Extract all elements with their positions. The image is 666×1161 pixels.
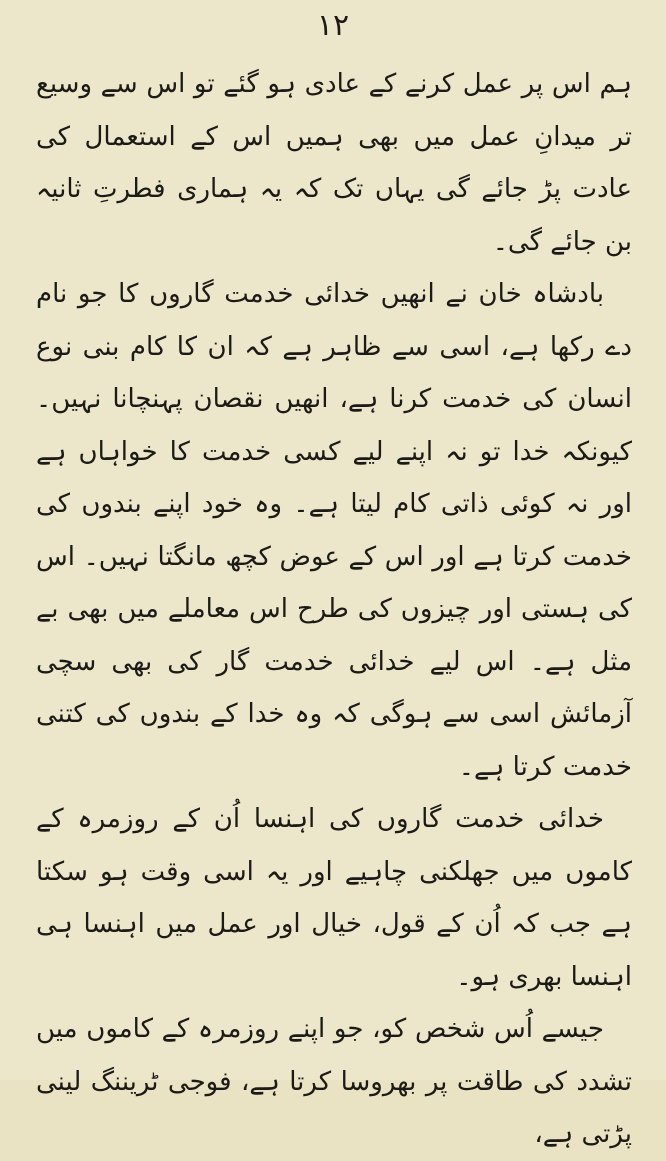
page-number: ۱۲ xyxy=(316,8,350,43)
page-body-text xyxy=(36,58,632,1161)
paragraph-1: ہم اس پر عمل کرنے کے عادی ہو گئے تو اس سے وسیع تر میدانِ عمل میں بھی ہمیں اس کے استعمال کی عادت پڑ جائے گی یہاں تک کہ یہ ہماری فطرتِ ثانیہ بن جائے گی۔ xyxy=(36,69,632,257)
paragraph-4: جیسے اُس شخص کو، جو اپنے روزمرہ کے کاموں میں تشدد کی طاقت پر بھروسا کرتا ہے، فوجی ٹریننگ لینی پڑتی ہے، xyxy=(36,1014,632,1149)
paragraph-3: خدائی خدمت گاروں کی اہنسا اُن کے روزمرہ کے کاموں میں جھلکنی چاہیے اور یہ اسی وقت ہو سکتا ہے جب کہ اُن کے قول، خیال اور عمل میں اہنسا ہی اہنسا بھری ہو۔ xyxy=(36,804,632,992)
paragraph-2: بادشاہ خان نے انھیں خدائی خدمت گاروں کا جو نام دے رکھا ہے، اسی سے ظاہر ہے کہ ان کا کام بنی نوع انسان کی خدمت کرنا ہے، انھیں نقصان پہنچانا نہیں۔ کیونکہ خدا تو نہ اپنے لیے کسی خدمت کا خواہاں ہے اور نہ کوئی ذاتی کام لیتا ہے۔ وہ خود اپنے بندوں کی خدمت کرتا ہے اور اس کے عوض کچھ مانگتا نہیں۔ اس کی ہستی اور چیزوں کی طرح اس معاملے میں بھی بے مثل ہے۔ اس لیے خدائی خدمت گار کی بھی سچی آزمائش اسی سے ہوگی کہ وہ خدا کے بندوں کی کتنی خدمت کرتا ہے۔ xyxy=(36,279,632,782)
